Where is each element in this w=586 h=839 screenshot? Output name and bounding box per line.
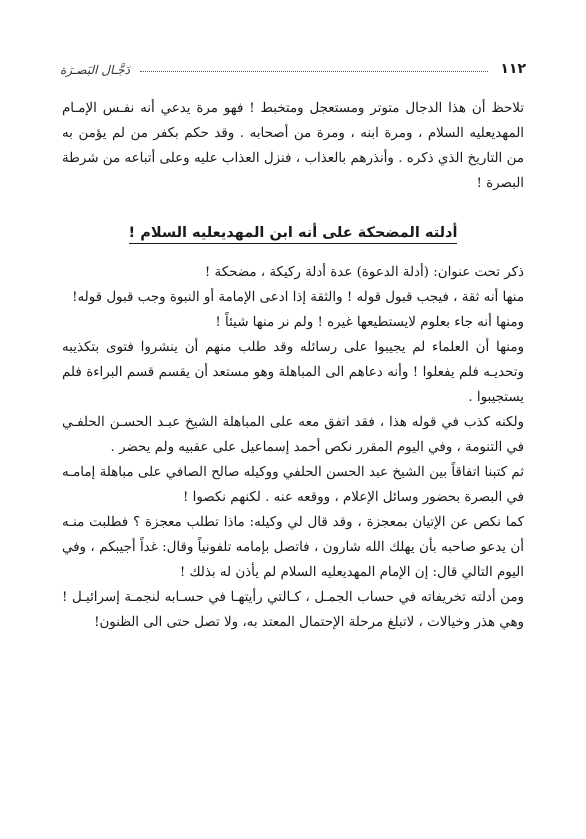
paragraph: ولكنه كذب في قوله هذا ، فقد اتفق معه على المباهلة الشيخ عبـد الحسـن الحلفـي في التنومة ، وفي اليوم المقرر نكص أحمد إسماعيل على عقبيه ولم يحضر . xyxy=(62,415,524,455)
section-heading xyxy=(62,222,524,244)
header-dotted-rule xyxy=(140,71,488,72)
page-number: ١١٢ xyxy=(500,61,526,77)
page-header xyxy=(60,54,526,76)
section-heading-text: أدلته المضحكة على أنه ابن المهديعليه السلام ! xyxy=(129,225,458,244)
running-title: دَجَّـال البَصـرَة xyxy=(60,63,130,77)
paragraph: ومنها أنه جاء بعلوم لايستطيعها غيره ! ولم نر منها شيئاً ! xyxy=(215,315,524,330)
spacer xyxy=(62,196,524,222)
paragraph: كما نكص عن الإتيان بمعجزة ، وقد قال لي وكيله: ماذا تطلب معجزة ؟ فطلبت منـه أن يدعو صاحبه بأن يهلك الله شارون ، فاتصل بإمامه تلفونياً وقال: غداً أجيبكم ، وفي اليوم التالي قال: إن الإمام المهديعليه السلام لم يأذن له بذلك ! xyxy=(62,515,524,580)
page-body xyxy=(62,96,524,635)
paragraph: ومن أدلته تخريفاته في حساب الجمـل ، كـالتي رأيتهـا في حسـابه لنجمـة إسرائيـل ! وهي هذر وخيالات ، لاتبلغ مرحلة الإحتمال المعتد به، ولا تصل حتى الى الظنون! xyxy=(62,590,524,630)
paragraph: ومنها أن العلماء لم يجيبوا على رسائله وقد طلب منهم أن ينشروا فتوى بتكذيبه وتحديـه فلم يفعلوا ! وأنه دعاهم الى المباهلة وهو مستعد أن يقسم قسم البراءة فلم يستجيبوا . xyxy=(62,340,524,405)
paragraph: منها أنه ثقة ، فيجب قبول قوله ! والثقة إذا ادعى الإمامة أو النبوة وجب قبول قوله! xyxy=(72,290,524,305)
paragraph: ثم كتبنا اتفاقاً بين الشيخ عبد الحسن الحلفي ووكيله صالح الصافي على مباهلة إمامـه في البصرة بحضور وسائل الإعلام ، ووقعه عنه . لكنهم نكصوا ! xyxy=(62,465,524,505)
intro-paragraph: تلاحظ أن هذا الدجال متوتر ومستعجل ومتخبط ! فهو مرة يدعي أنه نفـس الإمـام المهديعليه السلام ، ومرة ابنه ، ومرة من أصحابه . وقد حكم بكفر من لم يؤمن به من التاريخ الذي ذكره . وأنذرهم بالعذاب ، فنزل العذاب عليه وعلى أتباعه من شرطة البصرة ! xyxy=(62,101,524,191)
paragraph: ذكر تحت عنوان: (أدلة الدعوة) عدة أدلة ركيكة ، مضحكة ! xyxy=(204,265,524,280)
